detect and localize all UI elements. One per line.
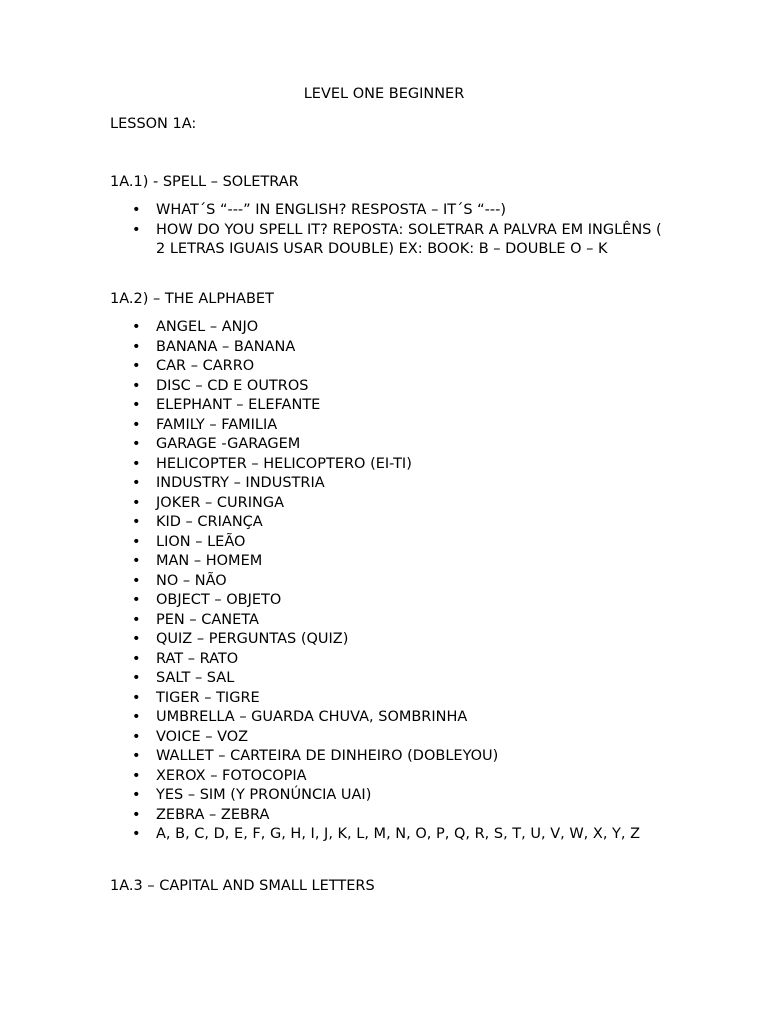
bullet-icon: •	[132, 709, 141, 725]
bullet-icon: •	[132, 416, 141, 433]
list-item	[110, 455, 670, 475]
list-item-text: KID – CRIANÇA	[156, 514, 263, 530]
list-item-text: HOW DO YOU SPELL IT? REPOSTA: SOLETRAR A PALVRA EM INGLÊNS ( 2 LETRAS IGUAIS USAR DOUBLE) EX: BOOK: B – DOUBLE O – K	[156, 221, 662, 257]
alphabet-list	[110, 318, 670, 845]
list-item	[110, 767, 670, 787]
lesson-label: LESSON 1A:	[110, 116, 197, 132]
page-title: LEVEL ONE BEGINNER	[303, 86, 465, 102]
bullet-icon: •	[132, 377, 141, 394]
bullet-icon: •	[132, 455, 141, 472]
list-item	[110, 533, 670, 553]
bullet-icon: •	[132, 494, 141, 511]
list-item-text: NO – NÃO	[156, 572, 227, 589]
list-item	[110, 474, 670, 494]
list-item	[110, 630, 670, 650]
bullet-icon: •	[132, 748, 141, 764]
list-item-text: PEN – CANETA	[156, 611, 259, 628]
list-item-text: TIGER – TIGRE	[156, 689, 260, 706]
list-item	[110, 825, 670, 845]
list-item-text: BANANA – BANANA	[156, 338, 296, 355]
list-item	[110, 806, 670, 826]
bullet-icon: •	[132, 202, 141, 218]
section-heading-1a3: 1A.3 – CAPITAL AND SMALL LETTERS	[110, 878, 375, 894]
list-item-text: HELICOPTER – HELICOPTERO (EI-TI)	[156, 455, 412, 472]
list-item-text: JOKER – CURINGA	[156, 494, 284, 511]
list-item	[110, 318, 670, 338]
list-item-text: ELEPHANT – ELEFANTE	[156, 397, 321, 413]
list-item	[110, 513, 670, 533]
list-item-text: ZEBRA – ZEBRA	[156, 806, 270, 823]
bullet-icon: •	[132, 650, 141, 667]
bullet-icon: •	[132, 553, 141, 569]
list-item-text: QUIZ – PERGUNTAS (QUIZ)	[156, 631, 349, 647]
list-item-text: FAMILY – FAMILIA	[156, 416, 278, 433]
list-item-text: OBJECT – OBJETO	[156, 592, 282, 608]
bullet-icon: •	[132, 436, 141, 452]
bullet-icon: •	[132, 826, 141, 842]
list-item	[110, 708, 670, 728]
list-item	[110, 552, 670, 572]
list-item	[110, 357, 670, 377]
list-item-text: ANGEL – ANJO	[156, 319, 259, 335]
list-item	[110, 650, 670, 670]
list-item-text: INDUSTRY – INDUSTRIA	[156, 475, 325, 491]
bullet-icon: •	[132, 670, 141, 686]
list-item-text: RAT – RATO	[156, 650, 239, 667]
list-item-text: DISC – CD E OUTROS	[156, 377, 309, 394]
list-item-text: A, B, C, D, E, F, G, H, I, J, K, L, M, N, O, P, Q, R, S, T, U, V, W, X, Y, Z	[156, 826, 641, 842]
list-item	[110, 786, 670, 806]
list-item-text: UMBRELLA – GUARDA CHUVA, SOMBRINHA	[156, 709, 468, 725]
bullet-icon: •	[132, 767, 141, 784]
list-item	[110, 689, 670, 709]
list-item	[110, 669, 670, 689]
list-item	[110, 201, 670, 221]
bullet-icon: •	[132, 221, 141, 238]
list-item	[110, 747, 670, 767]
list-item-text: GARAGE -GARAGEM	[156, 436, 301, 452]
list-item	[110, 396, 670, 416]
bullet-icon: •	[132, 338, 141, 355]
list-item	[110, 221, 670, 260]
list-item-text: LION – LEÃO	[156, 533, 246, 550]
list-item-text: SALT – SAL	[156, 670, 235, 686]
list-item	[110, 416, 670, 436]
list-item	[110, 611, 670, 631]
bullet-icon: •	[132, 728, 141, 745]
bullet-icon: •	[132, 319, 141, 335]
list-item-text: VOICE – VOZ	[156, 728, 249, 745]
bullet-icon: •	[132, 358, 141, 374]
bullet-icon: •	[132, 572, 141, 589]
bullet-icon: •	[132, 787, 141, 803]
bullet-icon: •	[132, 592, 141, 608]
spell-list	[110, 201, 670, 260]
list-item-text: MAN – HOMEM	[156, 553, 263, 569]
list-item-text: WHAT´S “---” IN ENGLISH? RESPOSTA – IT´S “---)	[156, 202, 507, 218]
bullet-icon: •	[132, 689, 141, 706]
bullet-icon: •	[132, 806, 141, 823]
list-item	[110, 435, 670, 455]
bullet-icon: •	[132, 533, 141, 550]
list-item-text: CAR – CARRO	[156, 358, 255, 374]
bullet-icon: •	[132, 631, 141, 647]
list-item	[110, 338, 670, 358]
bullet-icon: •	[132, 514, 141, 530]
list-item	[110, 572, 670, 592]
bullet-icon: •	[132, 475, 141, 491]
list-item-text: WALLET – CARTEIRA DE DINHEIRO (DOBLEYOU)	[156, 748, 499, 764]
bullet-icon: •	[132, 611, 141, 628]
list-item-text: XEROX – FOTOCOPIA	[156, 767, 307, 784]
list-item	[110, 728, 670, 748]
list-item	[110, 377, 670, 397]
section-heading-1a2: 1A.2) – THE ALPHABET	[110, 291, 274, 307]
list-item	[110, 494, 670, 514]
list-item-text: YES – SIM (Y PRONÚNCIA UAI)	[156, 787, 372, 803]
section-heading-1a1: 1A.1) - SPELL – SOLETRAR	[110, 174, 299, 190]
list-item	[110, 591, 670, 611]
bullet-icon: •	[132, 397, 141, 413]
